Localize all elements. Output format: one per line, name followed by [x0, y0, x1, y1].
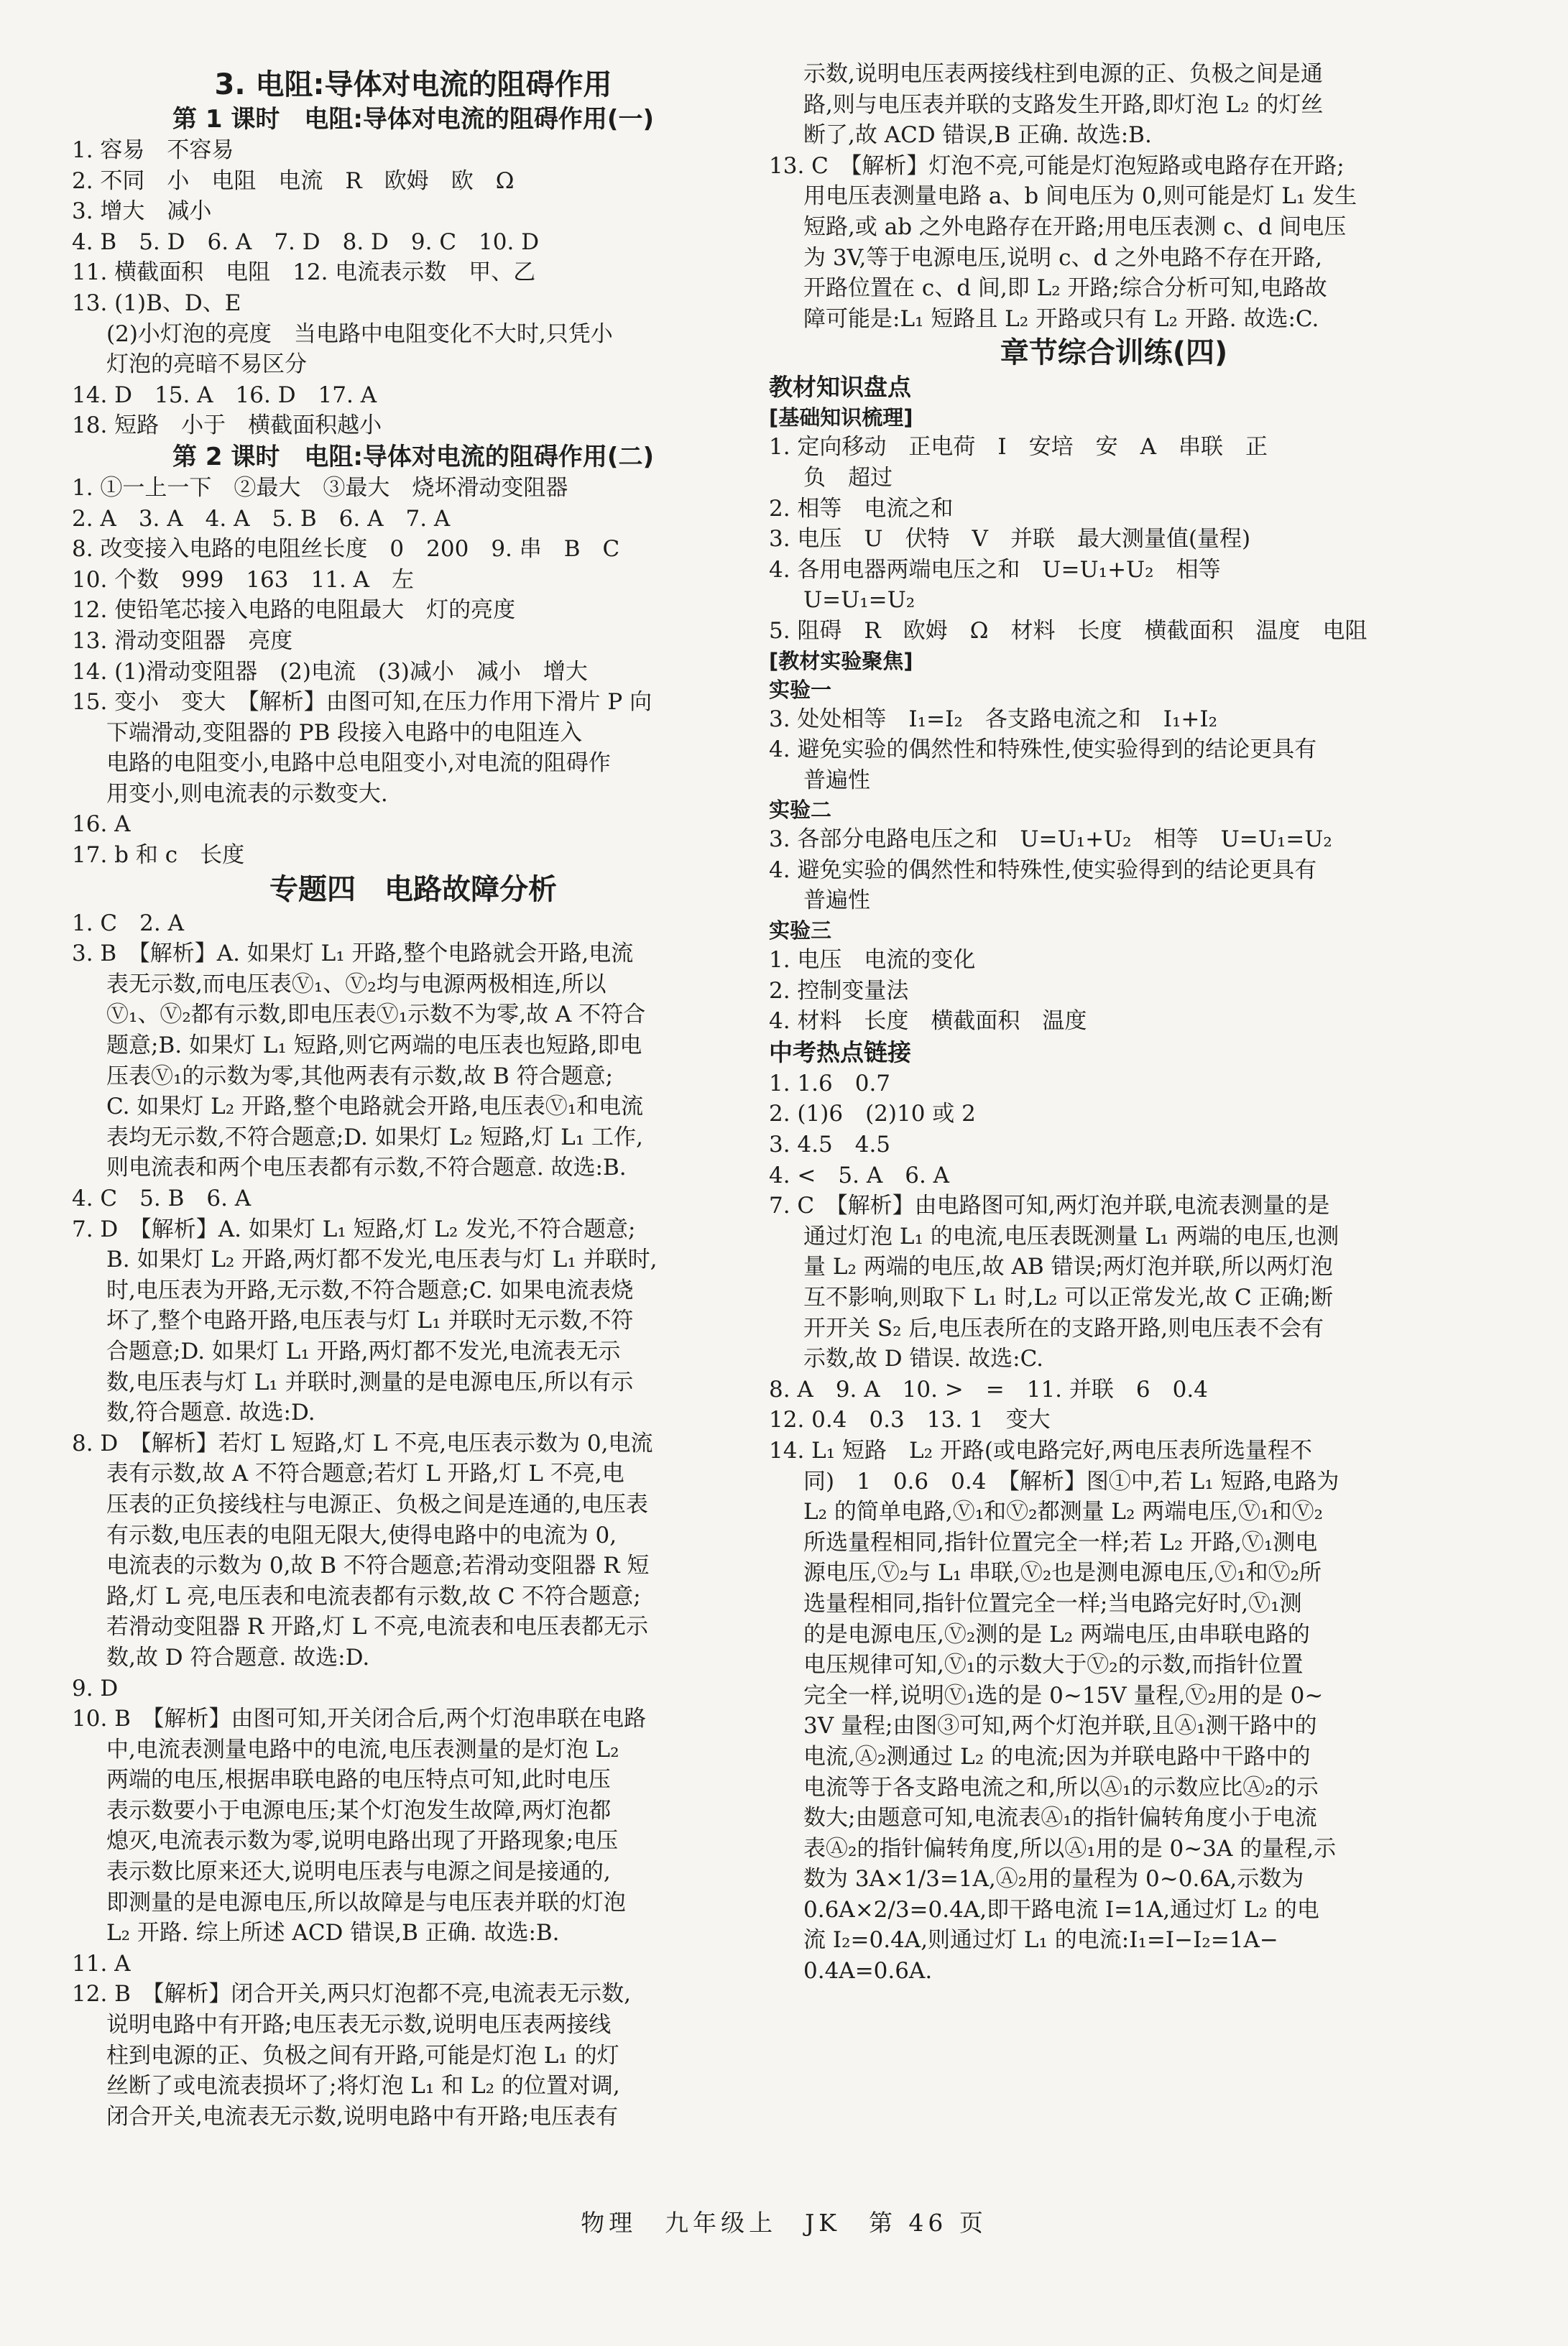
answer-line: 流 I₂=0.4A,则通过灯 L₁ 的电流:I₁=I−I₂=1A− [803, 1927, 1278, 1954]
answer-line: 坏了,整个电路开路,电压表与灯 L₁ 并联时无示数,不符 [106, 1308, 634, 1334]
answer-line: 17. b 和 c 长度 [72, 842, 245, 869]
answer-line: 数为 3A×1/3=1A,Ⓐ₂用的量程为 0~0.6A,示数为 [803, 1866, 1304, 1893]
answer-line: 12. 0.4 0.3 13. 1 变大 [769, 1407, 1051, 1433]
right-column [769, 59, 1459, 1987]
section-heading: 实验一 [769, 677, 832, 702]
answer-line: 3. 各部分电路电压之和 U=U₁+U₂ 相等 U=U₁=U₂ [769, 826, 1332, 853]
answer-line: 压表Ⓥ₁的示数为零,其他两表有示数,故 B 符合题意; [106, 1063, 614, 1089]
answer-line: 10. 个数 999 163 11. A 左 [72, 566, 415, 593]
answer-line: 闭合开关,电流表无示数,说明电路中有开路;电压表有 [106, 2103, 619, 2130]
answer-line: 2. A 3. A 4. A 5. B 6. A 7. A [72, 505, 451, 532]
answer-line: 同) 1 0.6 0.4 【解析】图①中,若 L₁ 短路,电路为 [803, 1468, 1339, 1495]
answer-line: 12. B 【解析】闭合开关,两只灯泡都不亮,电流表无示数, [72, 1981, 631, 2008]
page-footer: 物理 九年级上 JK 第 46 页 [581, 2209, 987, 2237]
section-heading: 专题四 电路故障分析 [269, 872, 557, 906]
answer-line: 18. 短路 小于 横截面积越小 [72, 412, 382, 439]
answer-line: 时,电压表为开路,无示数,不符合题意;C. 如果电流表烧 [106, 1277, 634, 1303]
answer-line: 量 L₂ 两端的电压,故 AB 错误;两灯泡并联,所以两灯泡 [803, 1254, 1333, 1280]
section-heading: 教材知识盘点 [769, 373, 911, 402]
answer-line: (2)小灯泡的亮度 当电路中电阻变化不大时,只凭小 [106, 320, 613, 347]
answer-line: Ⓥ₁、Ⓥ₂都有示数,即电压表Ⓥ₁示数不为零,故 A 不符合 [106, 1002, 646, 1028]
answer-line: 4. 各用电器两端电压之和 U=U₁+U₂ 相等 [769, 556, 1221, 583]
answer-line: 4. < 5. A 6. A [769, 1162, 950, 1188]
section-heading: 中考热点链接 [769, 1038, 911, 1066]
answer-line: 2. 相等 电流之和 [769, 495, 954, 522]
answer-line: 3. 4.5 4.5 [769, 1132, 891, 1158]
answer-line: 路,则与电压表并联的支路发生开路,即灯泡 L₂ 的灯丝 [803, 91, 1324, 118]
answer-line: 负 超过 [803, 464, 893, 491]
answer-line: 障可能是:L₁ 短路且 L₂ 开路或只有 L₂ 开路. 故选:C. [803, 305, 1319, 332]
answer-line: 完全一样,说明Ⓥ₁选的是 0~15V 量程,Ⓥ₂用的是 0~ [803, 1682, 1324, 1709]
answer-line: 开路位置在 c、d 间,即 L₂ 开路;综合分析可知,电路故 [803, 275, 1327, 302]
answer-line: 1. ①一上一下 ②最大 ③最大 烧坏滑动变阻器 [72, 474, 568, 501]
section-heading: 实验三 [769, 918, 832, 943]
answer-line: 2. (1)6 (2)10 或 2 [769, 1101, 976, 1127]
answer-line: 4. B 5. D 6. A 7. D 8. D 9. C 10. D [72, 228, 540, 255]
answer-line: 用电压表测量电路 a、b 间电压为 0,则可能是灯 L₁ 发生 [803, 183, 1357, 210]
answer-line: 表无示数,而电压表Ⓥ₁、Ⓥ₂均与电源两极相连,所以 [106, 971, 607, 997]
answer-line: 示数,故 D 错误. 故选:C. [803, 1346, 1044, 1372]
answer-line: 路,灯 L 亮,电压表和电流表都有示数,故 C 不符合题意; [106, 1583, 641, 1610]
answer-line: 3. 处处相等 I₁=I₂ 各支路电流之和 I₁+I₂ [769, 706, 1218, 732]
section-heading: 第 1 课时 电阻:导体对电流的阻碍作用(一) [172, 105, 654, 134]
answer-line: 表有示数,故 A 不符合题意;若灯 L 开路,灯 L 不亮,电 [106, 1461, 624, 1487]
section-heading: 第 2 课时 电阻:导体对电流的阻碍作用(二) [172, 442, 654, 471]
section-heading: [教材实验聚焦] [769, 648, 913, 673]
answer-line: 题意;B. 如果灯 L₁ 短路,则它两端的电压表也短路,即电 [106, 1033, 642, 1059]
answer-line: 14. L₁ 短路 L₂ 开路(或电路完好,两电压表所选量程不 [769, 1437, 1312, 1464]
answer-line: 表示数比原来还大,说明电压表与电源之间是接通的, [106, 1859, 611, 1885]
answer-line: 8. A 9. A 10. > = 11. 并联 6 0.4 [769, 1376, 1208, 1403]
answer-line: L₂ 的简单电路,Ⓥ₁和Ⓥ₂都测量 L₂ 两端电压,Ⓥ₁和Ⓥ₂ [803, 1499, 1324, 1525]
answer-line: 数大;由题意可知,电流表Ⓐ₁的指针偏转角度小于电流 [803, 1805, 1317, 1832]
answer-line: 电流,Ⓐ₂测通过 L₂ 的电流;因为并联电路中干路中的 [803, 1743, 1311, 1770]
answer-line: 表Ⓐ₂的指针偏转角度,所以Ⓐ₁用的是 0~3A 的量程,示 [803, 1835, 1337, 1862]
answer-line: 开开关 S₂ 后,电压表所在的支路开路,则电压表不会有 [803, 1315, 1324, 1341]
answer-line: 15. 变小 变大 【解析】由图可知,在压力作用下滑片 P 向 [72, 689, 652, 716]
answer-line: 灯泡的亮暗不易区分 [106, 351, 307, 378]
answer-line: 电路的电阻变小,电路中总电阻变小,对电流的阻碍作 [106, 750, 611, 777]
answer-line: 说明电路中有开路;电压表无示数,说明电压表两接线 [106, 2012, 612, 2038]
answer-line: 12. 使铅笔芯接入电路的电阻最大 灯的亮度 [72, 597, 516, 624]
answer-line: 普遍性 [803, 887, 870, 914]
answer-line: 选量程相同,指针位置完全一样;当电路完好时,Ⓥ₁测 [803, 1590, 1302, 1617]
answer-line: 11. A [72, 1950, 131, 1977]
section-heading: 实验二 [769, 798, 832, 823]
section-heading: 3. 电阻:导体对电流的阻碍作用 [214, 68, 612, 101]
answer-line: 2. 控制变量法 [769, 977, 909, 1004]
answer-line: 8. 改变接入电路的电阻丝长度 0 200 9. 串 B C [72, 536, 620, 563]
answer-line: 若滑动变阻器 R 开路,灯 L 不亮,电流表和电压表都无示 [106, 1614, 649, 1640]
answer-line: 电流表的示数为 0,故 B 不符合题意;若滑动变阻器 R 短 [106, 1553, 650, 1579]
answer-line: 4. 材料 长度 横截面积 温度 [769, 1008, 1087, 1035]
left-column [72, 66, 755, 2132]
answer-line: 为 3V,等于电源电压,说明 c、d 之外电路不存在开路, [803, 244, 1323, 271]
answer-line: C. 如果灯 L₂ 开路,整个电路就会开路,电压表Ⓥ₁和电流 [106, 1094, 644, 1120]
answer-line: 断了,故 ACD 错误,B 正确. 故选:B. [803, 122, 1152, 149]
answer-line: 0.4A=0.6A. [803, 1958, 933, 1985]
answer-line: 1. 1.6 0.7 [769, 1070, 891, 1096]
answer-line: 合题意;D. 如果灯 L₁ 开路,两灯都不发光,电流表无示 [106, 1338, 621, 1364]
answer-line: 柱到电源的正、负极之间有开路,可能是灯泡 L₁ 的灯 [106, 2042, 619, 2069]
answer-line: 3. 增大 减小 [72, 198, 212, 225]
answer-line: 压表的正负接线柱与电源正、负极之间是连通的,电压表 [106, 1491, 648, 1518]
answer-line: 14. D 15. A 16. D 17. A [72, 382, 377, 408]
answer-line: 2. 不同 小 电阻 电流 R 欧姆 欧 Ω [72, 167, 515, 194]
answer-line: 熄灭,电流表示数为零,说明电路出现了开路现象;电压 [106, 1828, 619, 1855]
answer-line: 普遍性 [803, 767, 870, 793]
answer-line: 的是电源电压,Ⓥ₂测的是 L₂ 两端电压,由串联电路的 [803, 1621, 1310, 1648]
answer-line: 通过灯泡 L₁ 的电流,电压表既测量 L₁ 两端的电压,也测 [803, 1223, 1339, 1250]
answer-line: 3. B 【解析】A. 如果灯 L₁ 开路,整个电路就会开路,电流 [72, 941, 634, 967]
answer-line: 1. 定向移动 正电荷 I 安培 安 A 串联 正 [769, 434, 1268, 461]
answer-line: 则电流表和两个电压表都有示数,不符合题意. 故选:B. [106, 1155, 627, 1181]
answer-line: 中,电流表测量电路中的电流,电压表测量的是灯泡 L₂ [106, 1736, 619, 1763]
answer-line: 16. A [72, 811, 131, 838]
answer-line: 数,故 D 符合题意. 故选:D. [106, 1644, 370, 1671]
answer-line: 14. (1)滑动变阻器 (2)电流 (3)减小 减小 增大 [72, 658, 588, 685]
answer-line: 电压规律可知,Ⓥ₁的示数大于Ⓥ₂的示数,而指针位置 [803, 1652, 1304, 1678]
answer-line: 3. 电压 U 伏特 V 并联 最大测量值(量程) [769, 526, 1251, 553]
answer-line: 11. 横截面积 电阻 12. 电流表示数 甲、乙 [72, 259, 536, 286]
answer-line: 1. C 2. A [72, 910, 184, 936]
answer-line: 丝断了或电流表损坏了;将灯泡 L₁ 和 L₂ 的位置对调, [106, 2073, 620, 2100]
answer-line: 示数,说明电压表两接线柱到电源的正、负极之间是通 [803, 61, 1323, 87]
answer-line: 互不影响,则取下 L₁ 时,L₂ 可以正常发光,故 C 正确;断 [803, 1285, 1334, 1311]
answer-line: 即测量的是电源电压,所以故障是与电压表并联的灯泡 [106, 1889, 626, 1916]
answer-line: 表均无示数,不符合题意;D. 如果灯 L₂ 短路,灯 L₁ 工作, [106, 1124, 643, 1150]
answer-line: 两端的电压,根据串联电路的电压特点可知,此时电压 [106, 1767, 611, 1793]
answer-line: 短路,或 ab 之外电路存在开路;用电压表测 c、d 间电压 [803, 213, 1347, 240]
answer-line: 9. D [72, 1675, 119, 1701]
answer-line: 源电压,Ⓥ₂与 L₁ 串联,Ⓥ₂也是测电源电压,Ⓥ₁和Ⓥ₂所 [803, 1560, 1322, 1587]
answer-line: 13. C 【解析】灯泡不亮,可能是灯泡短路或电路存在开路; [769, 152, 1345, 179]
answer-line: 电流等于各支路电流之和,所以Ⓐ₁的示数应比Ⓐ₂的示 [803, 1774, 1319, 1801]
answer-line: 13. 滑动变阻器 亮度 [72, 627, 293, 654]
answer-line: 所选量程相同,指针位置完全一样;若 L₂ 开路,Ⓥ₁测电 [803, 1529, 1318, 1556]
section-heading: [基础知识梳理] [769, 405, 913, 430]
answer-line: 3V 量程;由图③可知,两个灯泡并联,且Ⓐ₁测干路中的 [803, 1713, 1317, 1740]
answer-line: 7. C 【解析】由电路图可知,两灯泡并联,电流表测量的是 [769, 1193, 1330, 1219]
answer-line: 7. D 【解析】A. 如果灯 L₁ 短路,灯 L₂ 发光,不符合题意; [72, 1216, 636, 1242]
answer-line: 5. 阻碍 R 欧姆 Ω 材料 长度 横截面积 温度 电阻 [769, 617, 1368, 644]
answer-line: 数,电压表与灯 L₁ 并联时,测量的是电源电压,所以有示 [106, 1369, 634, 1395]
answer-line: 用变小,则电流表的示数变大. [106, 780, 388, 807]
answer-line: 10. B 【解析】由图可知,开关闭合后,两个灯泡串联在电路 [72, 1706, 647, 1732]
answer-line: 4. C 5. B 6. A [72, 1186, 252, 1211]
answer-line: 4. 避免实验的偶然性和特殊性,使实验得到的结论更具有 [769, 856, 1317, 883]
answer-line: 数,符合题意. 故选:D. [106, 1400, 315, 1426]
answer-line: 13. (1)B、D、E [72, 290, 241, 316]
answer-line: U=U₁=U₂ [803, 587, 916, 614]
answer-line: 1. 容易 不容易 [72, 137, 234, 163]
answer-line: 有示数,电压表的电阻无限大,使得电路中的电流为 0, [106, 1522, 617, 1548]
section-heading: 章节综合训练(四) [1000, 336, 1228, 370]
answer-line: 下端滑动,变阻器的 PB 段接入电路中的电阻连入 [106, 719, 583, 746]
answer-line: 表示数要小于电源电压;某个灯泡发生故障,两灯泡都 [106, 1797, 612, 1824]
answer-line: L₂ 开路. 综上所述 ACD 错误,B 正确. 故选:B. [106, 1920, 560, 1946]
answer-line: 8. D 【解析】若灯 L 短路,灯 L 不亮,电压表示数为 0,电流 [72, 1430, 653, 1456]
answer-line: 1. 电压 电流的变化 [769, 947, 976, 974]
answer-line: 0.6A×2/3=0.4A,即干路电流 I=1A,通过灯 L₂ 的电 [803, 1896, 1319, 1923]
answer-line: B. 如果灯 L₂ 开路,两灯都不发光,电压表与灯 L₁ 并联时, [106, 1247, 658, 1273]
answer-line: 4. 避免实验的偶然性和特殊性,使实验得到的结论更具有 [769, 736, 1317, 763]
